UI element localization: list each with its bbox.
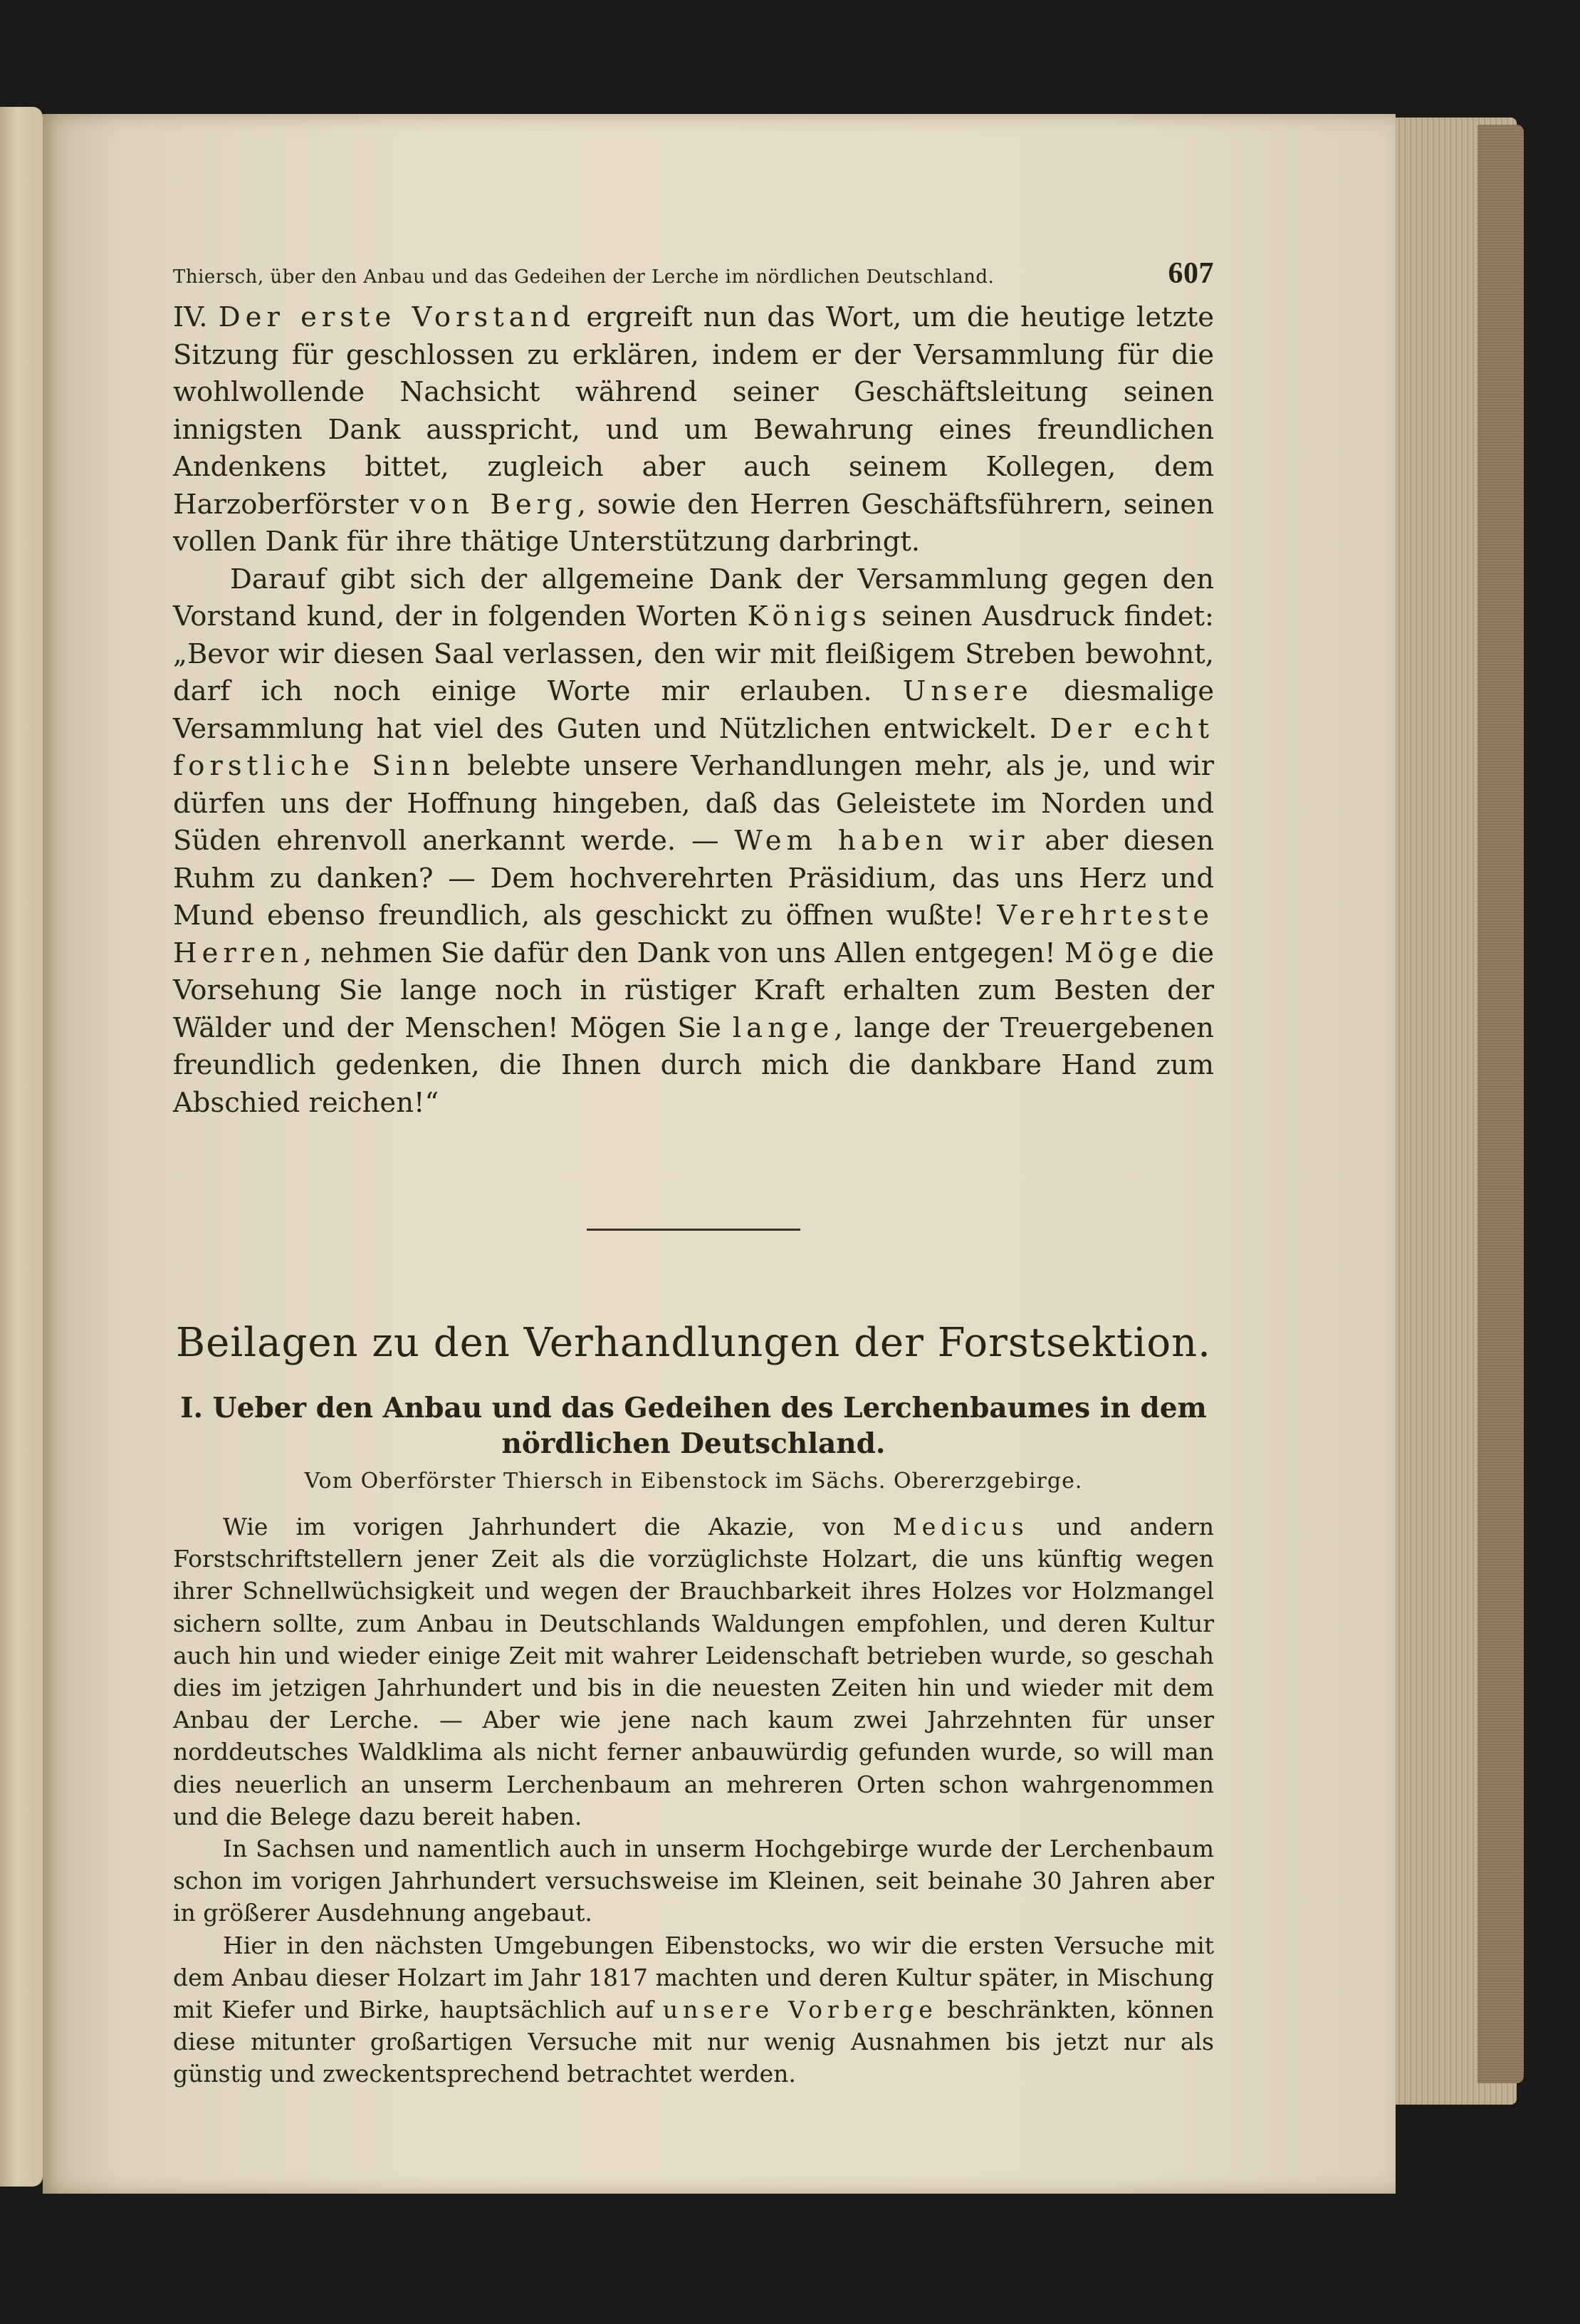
person-name: von Berg [409,488,577,521]
article-title-line-1: I. Ueber den Anbau und das Gedeihen des Lerchenbaumes in dem [180,1392,1207,1424]
speaker-name: Der erste Vorstand [218,301,576,333]
paragraph-text: beschränkten, können diese mitunter großartigen Versuche mit nur wenig Ausnahmen bis jetzt nur als günstig und zweckentsprechend betrachtet werden. [173,1996,1214,2088]
paragraph-text: und andern Forstschriftstellern jener Zeit als die vorzüglichste Holzart, die uns künftig wegen ihrer Schnellwüchsigkeit und wegen der Brauchbarkeit ihres Holzes vor Holzmangel sichern sollte, zum Anbau in Deutschlands Waldungen empfohlen, und deren Kultur auch hin und wieder einige Zeit mit wahrer Leidenschaft betrieben wurde, so geschah dies im jetzigen Jahrhundert und bis in die neuesten Zeiten hin und wieder mit dem Anbau der Lerche. — Aber wie jene nach kaum zwei Jahrzehnten für unser norddeutsches Waldklima als nicht ferner anbauwürdig gefunden wurde, so will man dies neuerlich an unserm Lerchenbaum an mehreren Orten schon wahrgenommen und die Belege dazu bereit haben. [173,1513,1214,1830]
paragraph-text: , lange der Treuergebenen freundlich gedenken, die Ihnen durch mich die dankbare Hand zum Abschied reichen!“ [173,1011,1214,1119]
emphasis-text: Unsere [902,675,1033,707]
paragraph-text: diesmalige Versammlung hat viel des Guten und Nützlichen entwickelt. [173,675,1214,745]
person-name: Königs [747,600,872,632]
paragraph-text: belebte unsere Verhandlungen mehr, als je, und wir dürfen uns der Hoffnung hingeben, daß das Geleistete im Norden und Süden ehrenvoll anerkannt werde. — [173,750,1214,857]
emphasis-text: Möge [1064,937,1163,969]
article-title [173,1390,1214,1461]
author-byline: Vom Oberförster Thiersch in Eibenstock im Sächs. Obererzgebirge. [304,1469,1083,1494]
emphasis-text: Wem haben wir [734,825,1030,857]
paragraph-iv-2 [173,561,1214,1122]
paragraph-text: ergreift nun das Wort, um die heutige letzte Sitzung für geschlossen zu erklären, indem er der Versammlung für die wohlwollende Nachsicht während seiner Geschäftsleitung seinen innigsten Dank ausspricht, und um Bewahrung eines freundlichen Andenkens bittet, zugleich aber auch seinem Kollegen, dem Harzoberförster [173,301,1215,521]
paragraph-iv-1 [173,299,1214,561]
paragraph-text: die Vorsehung Sie lange noch in rüstiger Kraft erhalten zum Besten der Wälder und der Menschen! Mögen Sie [173,937,1214,1044]
page-number: 607 [1168,257,1214,290]
emphasis-text: unsere Vorberge [662,1996,938,2024]
paragraph-text: , sowie den Herren Geschäftsführern, seinen vollen Dank für ihre thätige Unterstützung darbringt. [173,488,1215,558]
article-paragraph-1 [173,1511,1214,1833]
running-title: Thiersch, über den Anbau und das Gedeihen der Lerche im nördlichen Deutschland. [173,266,995,288]
emphasis-text: Verehrteste Herren [173,900,1214,969]
person-name: Medicus [893,1513,1029,1541]
section-iv [173,299,1214,1122]
section-title: Beilagen zu den Verhandlungen der Forstsektion. [176,1320,1211,1366]
section-number: IV. [173,301,219,333]
article-title-line-2: nördlichen Deutschland. [501,1427,886,1460]
book-cover-edge [1477,125,1524,2083]
article-paragraph-3 [173,1929,1214,2090]
text-column [173,256,1214,2090]
paragraph-text: aber diesen Ruhm zu danken? — Dem hochverehrten Präsidium, das uns Herz und Mund ebenso freundlich, als geschickt zu öffnen wußte! [173,825,1214,932]
article-body [173,1511,1214,2090]
running-head [173,256,1214,288]
paragraph-text: Wie im vorigen Jahrhundert die Akazie, von [223,1513,894,1541]
emphasis-text: Der echt forstliche Sinn [173,712,1214,782]
paragraph-text: Hier in den nächsten Umgebungen Eibenstocks, wo wir die ersten Versuche mit dem Anbau dieser Holzart im Jahr 1817 machten und deren Kultur später, in Mischung mit Kiefer und Birke, hauptsächlich auf [173,1931,1214,2024]
paragraph-text: Darauf gibt sich der allgemeine Dank der Versammlung gegen den Vorstand kund, der in folgenden Worten [173,563,1214,632]
section-divider [587,1229,800,1231]
article-paragraph-2: In Sachsen und namentlich auch in unserm Hochgebirge wurde der Lerchenbaum schon im vorigen Jahrhundert versuchsweise im Kleinen, seit beinahe 30 Jahren aber in größerer Ausdehnung angebaut. [173,1835,1214,1927]
paragraph-text: seinen Ausdruck findet: „Bevor wir diesen Saal verlassen, den wir mit fleißigem Streben bewohnt, darf ich noch einige Worte mir erlauben. [173,600,1214,707]
emphasis-text: lange [732,1011,835,1044]
paragraph-text: , nehmen Sie dafür den Dank von uns Allen entgegen! [303,937,1064,969]
left-page-edge [0,107,43,2187]
